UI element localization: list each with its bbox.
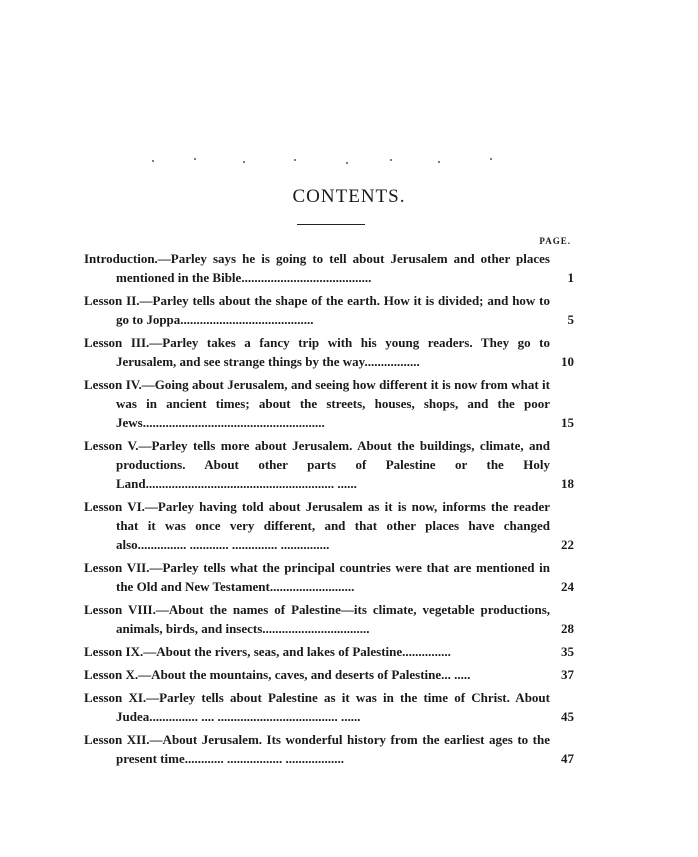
speck xyxy=(490,158,492,160)
toc-entry-page: 35 xyxy=(561,644,574,659)
toc-entry-text: Lesson X.—About the mountains, caves, and deserts of Palestine... ..... xyxy=(84,667,471,682)
toc-entry-page: 10 xyxy=(561,354,574,369)
toc-entry-lesson-7 xyxy=(84,558,574,596)
toc-entry-text: Lesson VI.—Parley having told about Jerusalem as it is now, informs the reader that it was once very different, and that other places have changed also............... ............ .............. ............... xyxy=(84,499,550,552)
speck xyxy=(294,159,296,161)
toc-entry-page: 28 xyxy=(561,621,574,636)
toc-entry-text: Lesson IV.—Going about Jerusalem, and seeing how different it is now from what it was in ancient times; about the streets, houses, shops, and the poor Jews........................................................ xyxy=(84,377,550,430)
toc-entry-lesson-12 xyxy=(84,730,574,768)
speck xyxy=(243,161,245,163)
toc-entry-lesson-9 xyxy=(84,642,574,661)
speck xyxy=(152,160,154,162)
toc-entry-page: 37 xyxy=(561,667,574,682)
toc-entry-text: Lesson V.—Parley tells more about Jerusalem. About the buildings, climate, and productions. About other parts of Palestine or the Holy Land.......................................................... ...... xyxy=(84,438,550,491)
toc-entry-page: 45 xyxy=(561,709,574,724)
toc-entry-page: 1 xyxy=(567,270,574,285)
toc-entry-lesson-2 xyxy=(84,291,574,329)
toc-entry-lesson-5 xyxy=(84,436,574,493)
toc-entry-lesson-4 xyxy=(84,375,574,432)
toc-entry-page: 18 xyxy=(561,476,574,491)
contents-title: CONTENTS. xyxy=(292,186,406,207)
toc-entry-introduction xyxy=(84,249,574,287)
toc-entry-text: Introduction.—Parley says he is going to tell about Jerusalem and other places mentioned in the Bible........................................ xyxy=(84,251,550,285)
toc-entry-text: Lesson III.—Parley takes a fancy trip with his young readers. They go to Jerusalem, and see strange things by the way................. xyxy=(84,335,550,369)
toc-entry-text: Lesson IX.—About the rivers, seas, and lakes of Palestine............... xyxy=(84,644,451,659)
toc-entry-page: 24 xyxy=(561,579,574,594)
toc-entry-lesson-11 xyxy=(84,688,574,726)
toc-entry-page: 5 xyxy=(567,312,574,327)
toc-entry-lesson-8 xyxy=(84,600,574,638)
speck xyxy=(346,162,348,164)
toc-entry-page: 22 xyxy=(561,537,574,552)
speck xyxy=(390,159,392,161)
toc-entry-page: 47 xyxy=(561,751,574,766)
page-column-label: PAGE. xyxy=(539,236,571,246)
table-of-contents xyxy=(84,249,574,772)
toc-entry-page: 15 xyxy=(561,415,574,430)
toc-entry-lesson-3 xyxy=(84,333,574,371)
toc-entry-text: Lesson XII.—About Jerusalem. Its wonderful history from the earliest ages to the present time............ ................. .................. xyxy=(84,732,550,766)
print-specks xyxy=(150,158,550,164)
toc-entry-text: Lesson XI.—Parley tells about Palestine as it was in the time of Christ. About Judea............... .... ..................................... ...... xyxy=(84,690,550,724)
title-rule xyxy=(297,224,365,225)
toc-entry-text: Lesson II.—Parley tells about the shape of the earth. How it is divided; and how to go to Joppa......................................... xyxy=(84,293,550,327)
toc-entry-text: Lesson VIII.—About the names of Palestine—its climate, vegetable productions, animals, birds, and insects................................. xyxy=(84,602,550,636)
toc-entry-lesson-10 xyxy=(84,665,574,684)
toc-entry-text: Lesson VII.—Parley tells what the principal countries were that are mentioned in the Old and New Testament.......................... xyxy=(84,560,550,594)
speck xyxy=(438,161,440,163)
speck xyxy=(194,158,196,160)
toc-entry-lesson-6 xyxy=(84,497,574,554)
